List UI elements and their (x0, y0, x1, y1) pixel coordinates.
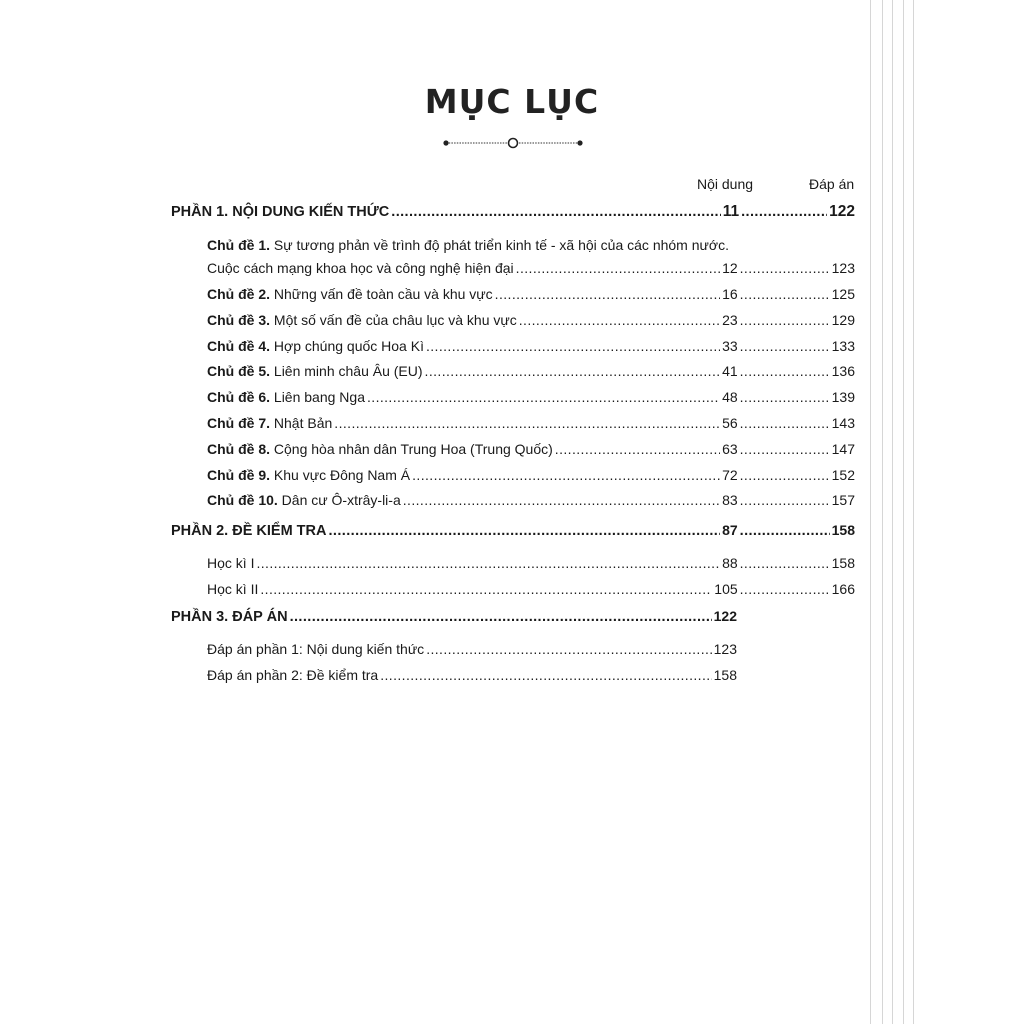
toc-entry-page: 48 (722, 389, 738, 405)
toc-entry (207, 260, 855, 276)
toc-entry-label: Chủ đề 2. Những vấn đề toàn cầu và khu vực (207, 286, 493, 302)
toc-entry-label: Đáp án phần 2: Đề kiểm tra (207, 667, 379, 683)
leader-dots (519, 312, 720, 328)
toc-entry (207, 581, 855, 597)
leader-dots (740, 389, 830, 405)
toc-entry (207, 312, 855, 328)
toc-entry-answer-page: 123 (831, 260, 855, 276)
toc-entry-page: 105 (714, 581, 738, 597)
toc-entry-label: Đáp án phần 1: Nội dung kiến thức (207, 641, 425, 657)
part-3-page: 122 (713, 608, 737, 624)
toc-entry-answer-page: 143 (831, 415, 855, 431)
page-edge-line (882, 0, 883, 1024)
toc-entry-label: Chủ đề 5. Liên minh châu Âu (EU) (207, 363, 423, 379)
leader-dots (334, 415, 720, 431)
leader-dots (380, 667, 711, 683)
part-1-label: PHẦN 1. NỘI DUNG KIẾN THỨC (171, 204, 390, 220)
toc-entry (207, 338, 855, 354)
toc-entry-answer-page: 152 (831, 467, 855, 483)
part-2-label: PHẦN 2. ĐỀ KIỂM TRA (171, 523, 327, 539)
topic-1-prefix: Chủ đề 1. (207, 237, 271, 253)
leader-dots (740, 523, 830, 539)
toc-entry (207, 641, 737, 657)
toc-entry-answer-page: 158 (831, 555, 855, 571)
toc-entry-page: 83 (722, 492, 738, 508)
toc-entry-label: Học kì I (207, 555, 255, 571)
part-2-page: 87 (722, 522, 738, 538)
toc-entry-label: Chủ đề 10. Dân cư Ô-xtrây-li-a (207, 492, 401, 508)
toc-entry-page: 33 (722, 338, 738, 354)
leader-dots (426, 641, 711, 657)
leader-dots (495, 286, 720, 302)
toc-entry-page: 63 (722, 441, 738, 457)
topic-1-heading (207, 237, 729, 253)
part-1-entry (171, 203, 855, 221)
leader-dots (740, 441, 830, 457)
toc-entry (207, 286, 855, 302)
toc-entry-label: Chủ đề 8. Cộng hòa nhân dân Trung Hoa (Trung Quốc) (207, 441, 553, 457)
toc-entry-page: 41 (722, 363, 738, 379)
page-edge-line (913, 0, 914, 1024)
toc-entry-page: 23 (722, 312, 738, 328)
toc-entry-page: 16 (722, 286, 738, 302)
toc-entry-label: Chủ đề 4. Hợp chúng quốc Hoa Kì (207, 338, 424, 354)
leader-dots (740, 492, 830, 508)
toc-entry-label: Chủ đề 9. Khu vực Đông Nam Á (207, 467, 411, 483)
toc-entry-answer-page: 166 (831, 581, 855, 597)
part-1-answer-page: 122 (829, 203, 855, 220)
toc-entry (207, 667, 737, 683)
toc-entry-page: 123 (713, 641, 737, 657)
toc-entry (207, 555, 855, 571)
leader-dots (412, 467, 720, 483)
leader-dots (391, 204, 720, 220)
leader-dots (403, 492, 720, 508)
toc-entry-answer-page: 147 (831, 441, 855, 457)
page-edge-line (892, 0, 893, 1024)
leader-dots (516, 260, 720, 276)
part-1-page: 11 (722, 203, 740, 220)
toc-entry-label: Cuộc cách mạng khoa học và công nghệ hiện đại (207, 260, 514, 276)
toc-entry-page: 88 (722, 555, 738, 571)
topic-1-title: Sự tương phản về trình độ phát triển kinh tế - xã hội của các nhóm nước. (270, 237, 729, 253)
toc-entry-page: 158 (713, 667, 737, 683)
toc-entry-page: 12 (722, 260, 738, 276)
toc-entry (207, 389, 855, 405)
part-3-label: PHẦN 3. ĐÁP ÁN (171, 609, 288, 625)
toc-entry-label: Học kì II (207, 581, 259, 597)
toc-entry-page: 56 (722, 415, 738, 431)
leader-dots (741, 204, 827, 220)
page-edge-line (870, 0, 871, 1024)
leader-dots (740, 312, 830, 328)
column-header-content: Nội dung (697, 176, 754, 192)
leader-dots (740, 363, 830, 379)
leader-dots (367, 389, 720, 405)
toc-entry-answer-page: 139 (831, 389, 855, 405)
leader-dots (425, 363, 721, 379)
toc-entry-label: Chủ đề 6. Liên bang Nga (207, 389, 365, 405)
toc-entry (207, 441, 855, 457)
toc-entry-label: Chủ đề 7. Nhật Bản (207, 415, 333, 431)
toc-entry-answer-page: 157 (831, 492, 855, 508)
part-2-entry (171, 522, 855, 539)
leader-dots (555, 441, 720, 457)
toc-entry-answer-page: 129 (831, 312, 855, 328)
leader-dots (740, 415, 830, 431)
toc-entry (207, 467, 855, 483)
leader-dots (260, 581, 712, 597)
toc-entry-page: 72 (722, 467, 738, 483)
leader-dots (290, 609, 712, 625)
leader-dots (256, 555, 720, 571)
toc-entry-label: Chủ đề 3. Một số vấn đề của châu lục và khu vực (207, 312, 517, 328)
page-title: MỤC LỤC (424, 82, 600, 121)
toc-entry-answer-page: 125 (831, 286, 855, 302)
toc-entry (207, 363, 855, 379)
leader-dots (740, 581, 830, 597)
leader-dots (740, 467, 830, 483)
leader-dots (740, 260, 830, 276)
leader-dots (740, 555, 830, 571)
title-divider-ornament (442, 136, 584, 150)
toc-entry (207, 492, 855, 508)
page-edge-line (903, 0, 904, 1024)
toc-entry-answer-page: 133 (831, 338, 855, 354)
part-3-entry (171, 608, 737, 625)
leader-dots (329, 523, 721, 539)
leader-dots (426, 338, 720, 354)
part-2-answer-page: 158 (831, 522, 855, 538)
toc-entry-answer-page: 136 (831, 363, 855, 379)
toc-entry (207, 415, 855, 431)
leader-dots (740, 338, 830, 354)
leader-dots (740, 286, 830, 302)
column-header-answers: Đáp án (809, 176, 855, 192)
